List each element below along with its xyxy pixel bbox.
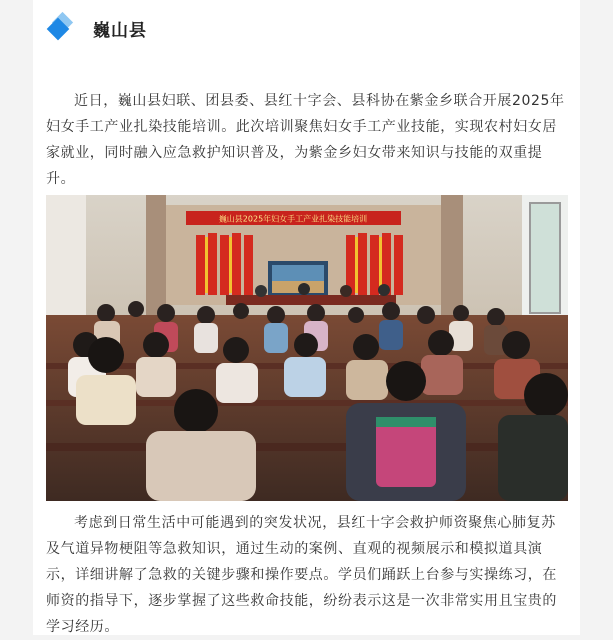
section-title: 巍山县 <box>93 20 147 41</box>
banner-text: 巍山县2025年妇女手工产业扎染技能培训 <box>218 214 368 224</box>
article-card <box>33 0 580 635</box>
paragraph-first-aid: 考虑到日常生活中可能遇到的突发状况，县红十字会救护师资聚焦心肺复苏及气道异物梗阻等急救知识，通过生动的案例、直观的视频展示和模拟道具演示，详细讲解了急救的关键步骤和操作要点。学员们踊跃上台参与实操练习，在师资的指导下，逐步掌握了这些救命技能，纷纷表示这是一次非常实用且宝贵的学习经历。 <box>46 515 557 635</box>
section-header <box>47 12 147 44</box>
diamond-icon <box>47 13 77 43</box>
paragraph-intro: 近日，巍山县妇联、团县委、县红十字会、县科协在紫金乡联合开展2025年妇女手工产业扎染技能培训。此次培训聚焦妇女手工产业技能，实现农村妇女居家就业，同时融入应急救护知识普及，为紫金乡妇女带来知识与技能的双重提升。 <box>46 93 565 187</box>
training-photo <box>46 195 568 501</box>
